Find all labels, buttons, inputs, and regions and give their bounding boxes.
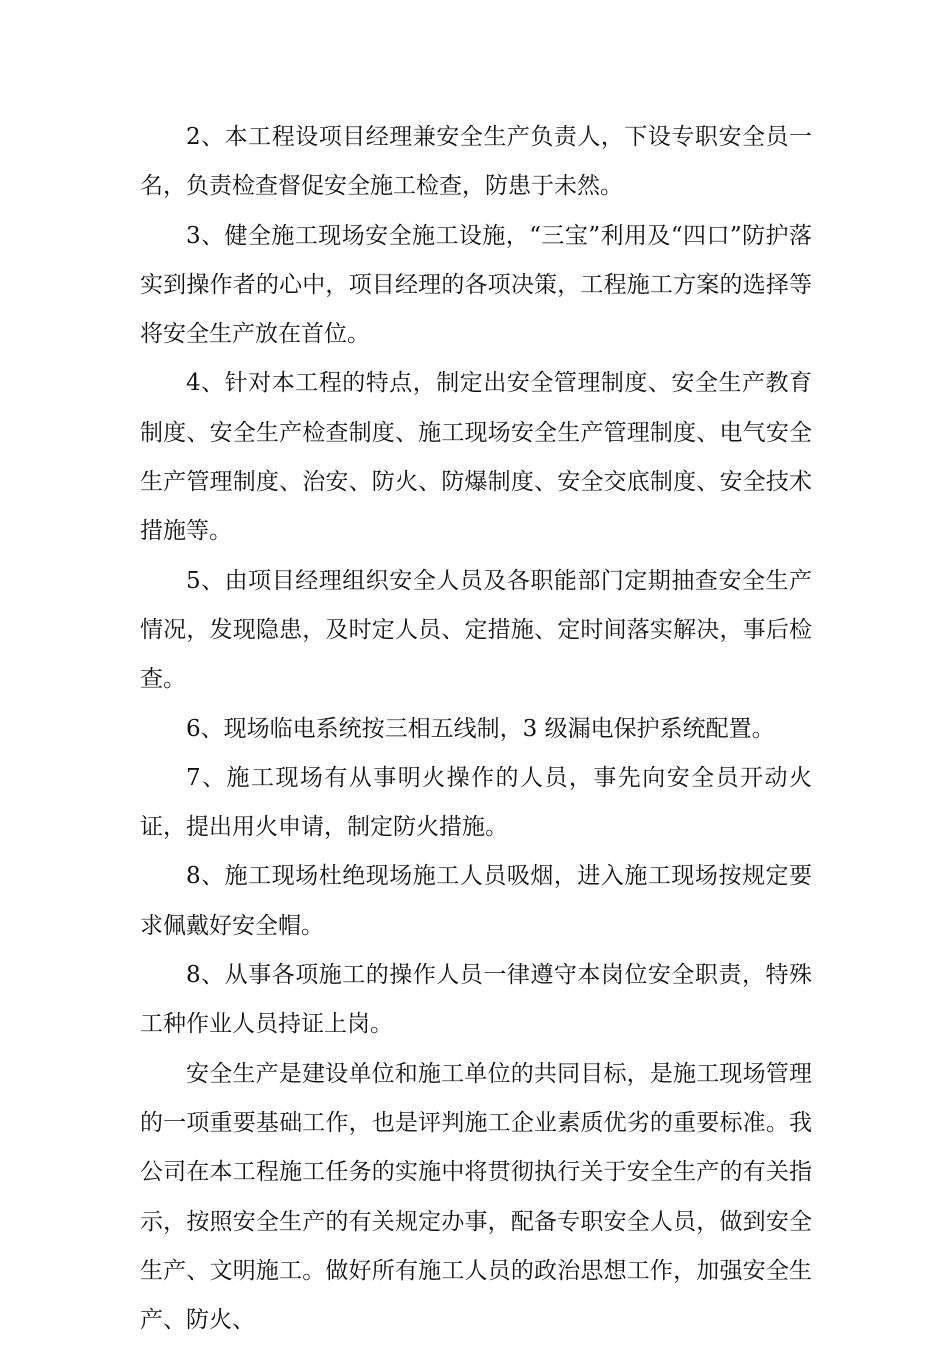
paragraph-item-4: 4、针对本工程的特点，制定出安全管理制度、安全生产教育制度、安全生产检查制度、施工现场安全生产管理制度、电气安全生产管理制度、治安、防火、防爆制度、安全交底制度、安全技术措施等。	[140, 370, 812, 545]
paragraph-item-2: 2、本工程设项目经理兼安全生产负责人，下设专职安全员一名，负责检查督促安全施工检查，防患于未然。	[140, 124, 812, 200]
paragraph-item-7: 7、施工现场有从事明火操作的人员，事先向安全员开动火证，提出用火申请，制定防火措施。	[140, 764, 812, 841]
paragraph-item-3: 3、健全施工现场安全施工设施，“三宝”利用及“四口”防护落实到操作者的心中，项目经理的各项决策，工程施工方案的选择等将安全生产放在首位。	[140, 222, 812, 348]
document-body	[140, 113, 812, 1345]
paragraph-item-6: 6、现场临电系统按三相五线制，3 级漏电保护系统配置。	[186, 715, 775, 742]
paragraph-summary: 安全生产是建设单位和施工单位的共同目标，是施工现场管理的一项重要基础工作，也是评判施工企业素质优劣的重要标准。我公司在本工程施工任务的实施中将贯彻执行关于安全生产的有关指示，按照安全生产的有关规定办事，配备专职安全人员，做到安全生产、文明施工。做好所有施工人员的政治思想工作，加强安全生产、防火、	[140, 1060, 812, 1334]
paragraph-item-8b: 8、从事各项施工的操作人员一律遵守本岗位安全职责，特殊工种作业人员持证上岗。	[140, 962, 812, 1038]
paragraph-item-5: 5、由项目经理组织安全人员及各职能部门定期抽查安全生产情况，发现隐患，及时定人员、定措施、定时间落实解决，事后检查。	[140, 567, 812, 693]
paragraph-item-8a: 8、施工现场杜绝现场施工人员吸烟，进入施工现场按规定要求佩戴好安全帽。	[140, 863, 812, 939]
